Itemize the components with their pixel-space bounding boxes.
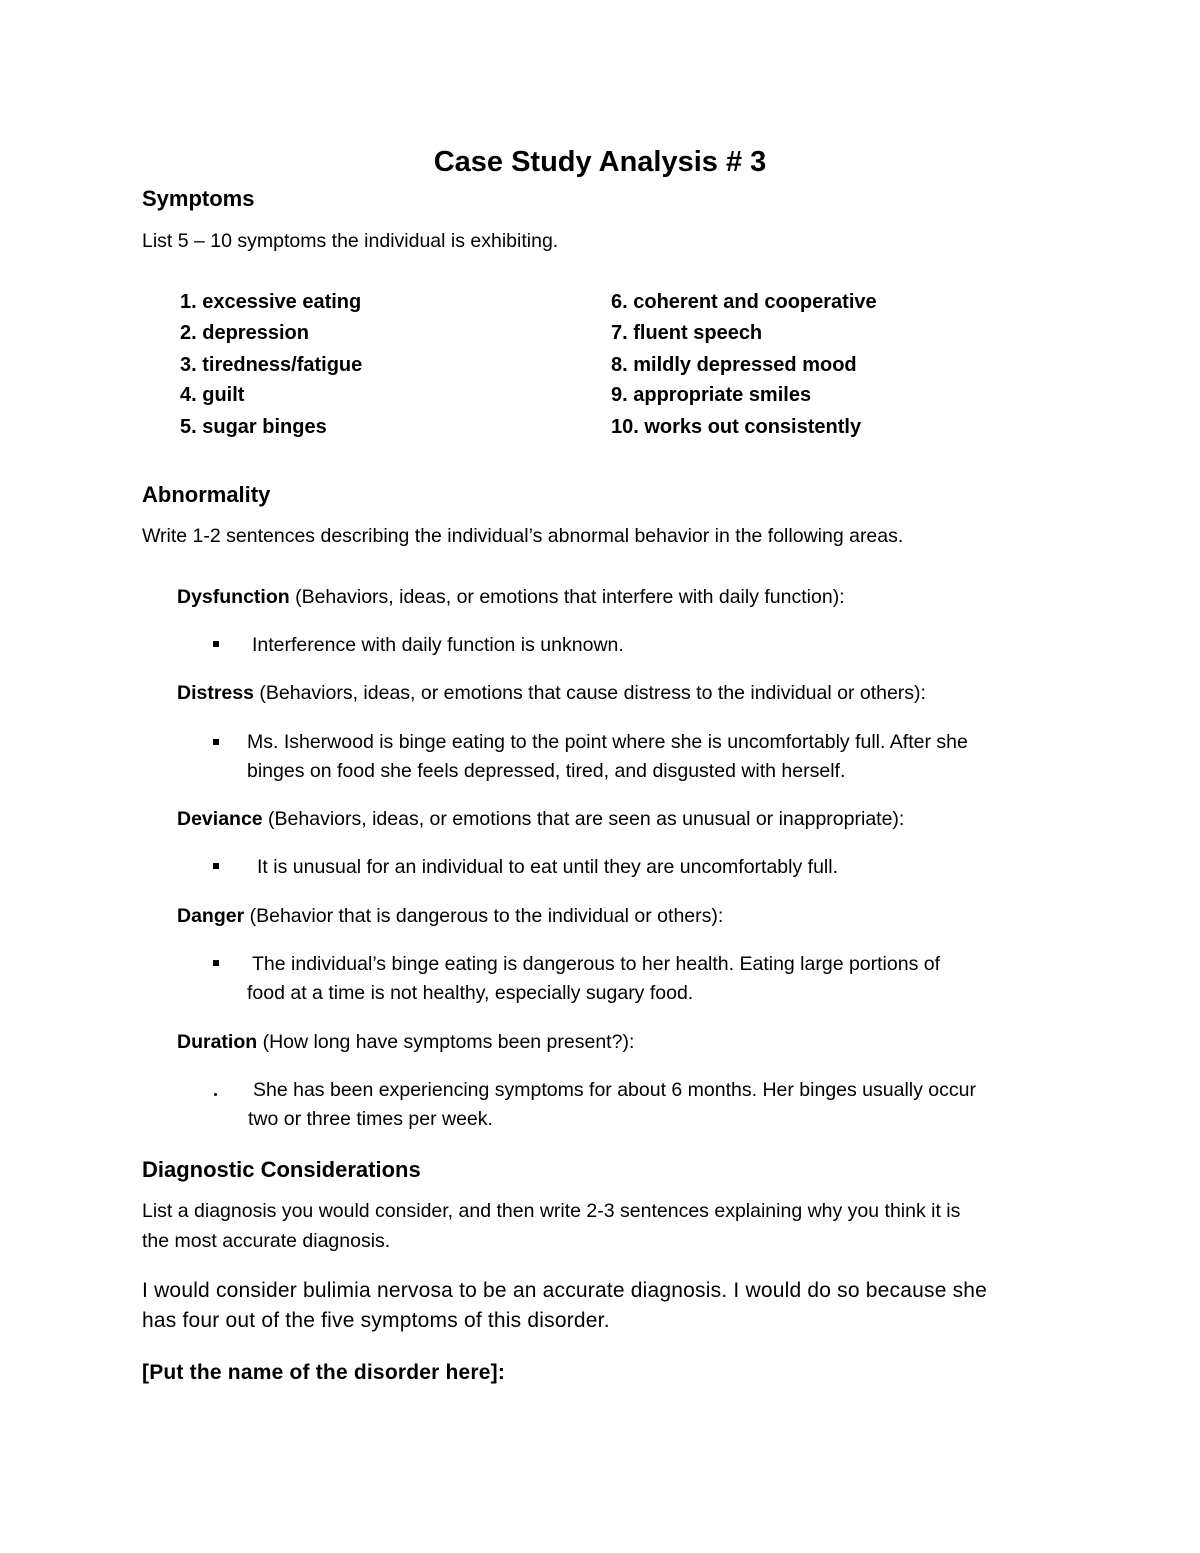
square-bullet-icon — [213, 641, 219, 647]
symptom-item: 10. works out consistently — [611, 416, 862, 438]
diagnostic-instruction-line: List a diagnosis you would consider, and then write 2-3 sentences explaining why you think it is — [142, 1200, 961, 1222]
danger-answer-line: The individual’s binge eating is dangerous to her health. Eating large portions of — [252, 953, 941, 975]
distress-prompt — [177, 682, 926, 705]
dot-bullet-icon — [214, 1093, 217, 1096]
symptom-item: 7. fluent speech — [611, 322, 763, 344]
duration-answer-line: She has been experiencing symptoms for about 6 months. Her binges usually occur — [253, 1079, 976, 1101]
symptom-item: 6. coherent and cooperative — [611, 291, 877, 313]
duration-label: Duration — [177, 1031, 258, 1053]
symptom-item: 1. excessive eating — [180, 291, 362, 313]
diagnostic-answer-line: I would consider bulimia nervosa to be an accurate diagnosis. I would do so because she — [142, 1279, 988, 1302]
dysfunction-description: (Behaviors, ideas, or emotions that interfere with daily function): — [289, 586, 845, 608]
danger-description: (Behavior that is dangerous to the individual or others): — [244, 905, 724, 927]
dysfunction-label: Dysfunction — [177, 586, 290, 608]
duration-description: (How long have symptoms been present?): — [257, 1031, 635, 1053]
deviance-label: Deviance — [177, 808, 263, 830]
dysfunction-answer: Interference with daily function is unknown. — [252, 634, 624, 656]
duration-prompt — [177, 1031, 634, 1054]
distress-answer-line: binges on food she feels depressed, tired, and disgusted with herself. — [247, 760, 846, 782]
deviance-description: (Behaviors, ideas, or emotions that are seen as unusual or inappropriate): — [262, 808, 905, 830]
distress-description: (Behaviors, ideas, or emotions that cause distress to the individual or others): — [253, 682, 926, 704]
square-bullet-icon — [213, 739, 219, 745]
deviance-prompt — [177, 808, 904, 831]
symptoms-heading: Symptoms — [142, 186, 255, 211]
abnormality-heading: Abnormality — [142, 482, 271, 507]
danger-prompt — [177, 905, 723, 928]
distress-label: Distress — [177, 682, 254, 704]
danger-answer-line: food at a time is not healthy, especially sugary food. — [247, 982, 694, 1004]
symptom-item: 8. mildly depressed mood — [611, 354, 857, 376]
symptom-item: 5. sugar binges — [180, 416, 327, 438]
abnormality-instruction: Write 1-2 sentences describing the individual’s abnormal behavior in the following areas. — [142, 525, 904, 547]
symptom-item: 3. tiredness/fatigue — [180, 354, 363, 376]
document-title: Case Study Analysis # 3 — [433, 146, 767, 178]
symptom-item: 4. guilt — [180, 384, 245, 406]
dysfunction-prompt — [177, 586, 845, 609]
diagnostic-heading: Diagnostic Considerations — [142, 1157, 421, 1182]
disorder-name-placeholder: [Put the name of the disorder here]: — [142, 1361, 506, 1384]
symptoms-instruction: List 5 – 10 symptoms the individual is exhibiting. — [142, 230, 559, 252]
square-bullet-icon — [213, 960, 219, 966]
diagnostic-instruction-line: the most accurate diagnosis. — [142, 1230, 391, 1252]
square-bullet-icon — [213, 863, 219, 869]
symptom-item: 9. appropriate smiles — [611, 384, 812, 406]
duration-answer-line: two or three times per week. — [248, 1108, 493, 1130]
symptom-item: 2. depression — [180, 322, 309, 344]
deviance-answer: It is unusual for an individual to eat until they are uncomfortably full. — [257, 856, 838, 878]
distress-answer-line: Ms. Isherwood is binge eating to the point where she is uncomfortably full. After she — [247, 731, 968, 753]
danger-label: Danger — [177, 905, 245, 927]
diagnostic-answer-line: has four out of the five symptoms of this disorder. — [142, 1309, 610, 1332]
